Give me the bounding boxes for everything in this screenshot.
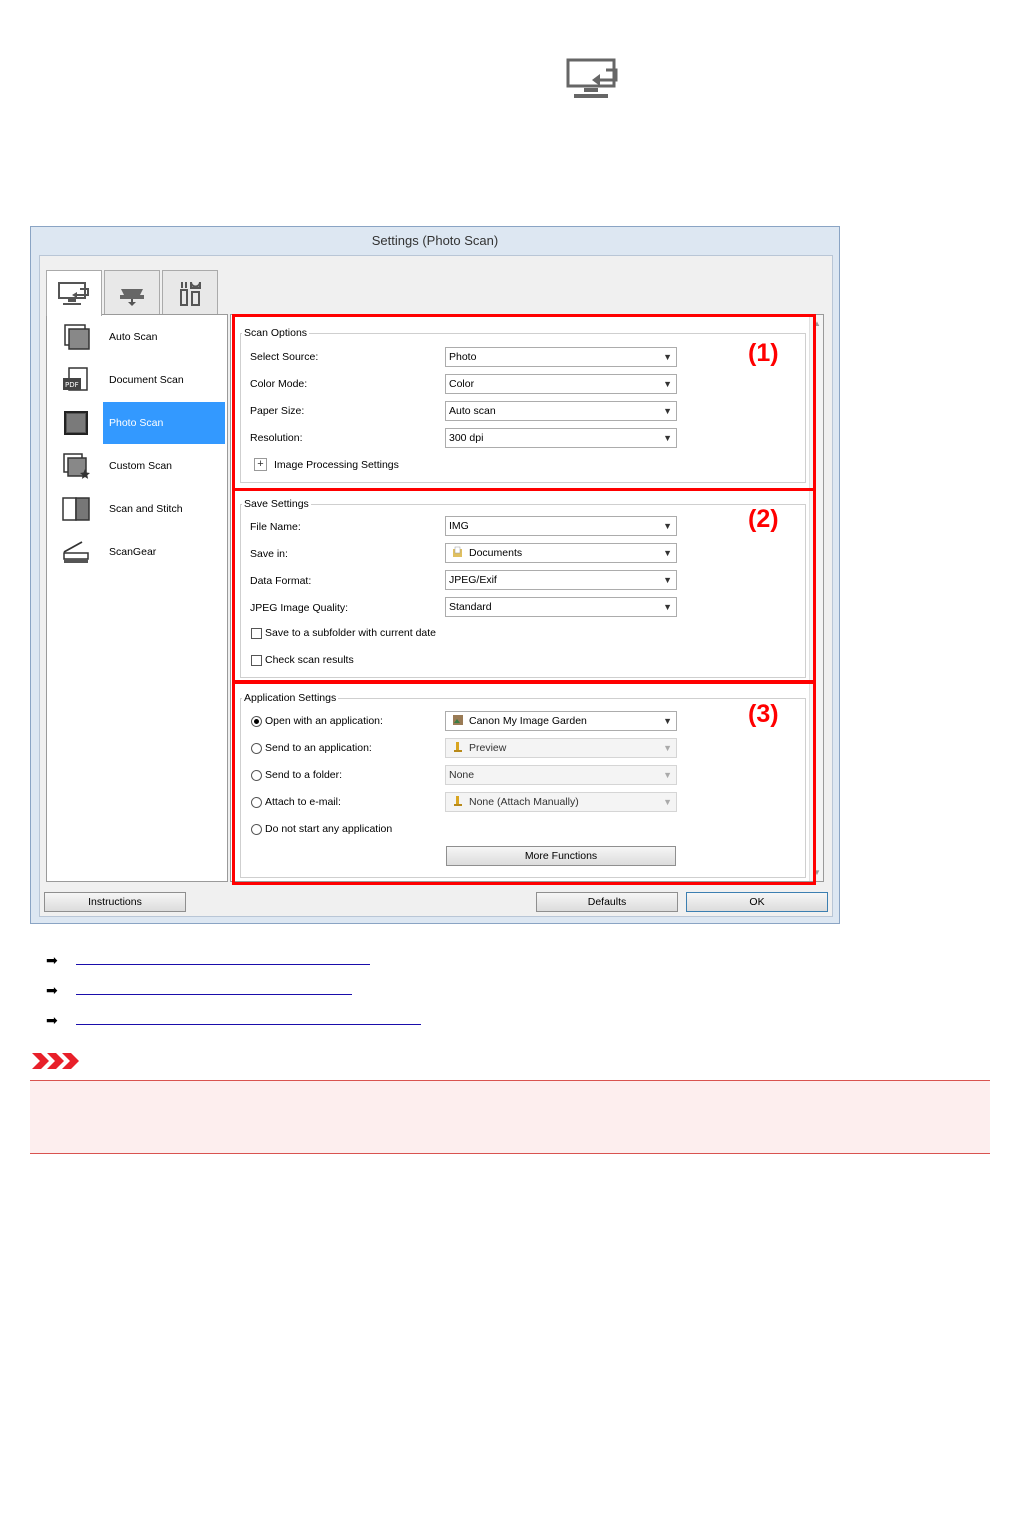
marker-2: (2)	[748, 505, 779, 533]
nav-item-scangear[interactable]	[47, 531, 227, 573]
link-save-settings[interactable]	[46, 980, 356, 1000]
data-format-value: JPEG/Exif	[449, 574, 497, 586]
svg-text:PDF: PDF	[65, 381, 79, 389]
file-name-label: File Name:	[250, 521, 301, 533]
save-in-value: Documents	[469, 547, 523, 559]
color-mode-dropdown[interactable]	[445, 374, 677, 394]
nav-item-photo-scan[interactable]	[47, 402, 227, 444]
ok-button[interactable]: OK	[686, 892, 828, 912]
save-settings-title: Save Settings	[244, 498, 309, 510]
open-with-radio[interactable]	[251, 716, 262, 727]
my-image-garden-icon	[452, 714, 464, 726]
color-mode-label: Color Mode:	[250, 378, 308, 390]
resolution-value: 300 dpi	[449, 432, 484, 444]
chevron-down-icon: ▼	[663, 406, 672, 416]
chevron-down-icon: ▼	[663, 743, 672, 753]
nav-item-label: Custom Scan	[109, 460, 173, 472]
check-results-checkbox[interactable]	[251, 655, 262, 666]
tab-scan-from-computer[interactable]	[46, 270, 102, 316]
save-settings-highlight	[232, 488, 816, 683]
check-results-label: Check scan results	[265, 654, 354, 666]
application-settings-title: Application Settings	[244, 692, 337, 704]
chevron-down-icon: ▼	[663, 602, 672, 612]
nav-item-label: Document Scan	[109, 374, 184, 386]
link-underline	[76, 1024, 421, 1025]
send-to-folder-value: None	[449, 769, 475, 781]
open-with-dropdown[interactable]	[445, 711, 677, 731]
arrow-right-icon: ➡	[46, 1012, 58, 1028]
arrow-right-icon: ➡	[46, 982, 58, 998]
scan-options-highlight	[232, 314, 816, 491]
nav-item-label: ScanGear	[109, 546, 157, 558]
paper-size-value: Auto scan	[449, 405, 496, 417]
jpeg-quality-value: Standard	[449, 601, 492, 613]
marker-1: (1)	[748, 339, 779, 367]
attach-email-dropdown[interactable]	[445, 792, 677, 812]
image-processing-label: Image Processing Settings	[274, 459, 399, 471]
nav-item-auto-scan[interactable]	[47, 316, 227, 358]
resolution-dropdown[interactable]	[445, 428, 677, 448]
nav-item-document-scan[interactable]	[47, 359, 227, 401]
scan-from-computer-icon	[566, 58, 620, 100]
link-underline	[76, 994, 352, 995]
email-app-icon	[452, 795, 464, 807]
chevron-down-icon: ▼	[663, 521, 672, 531]
subfolder-label: Save to a subfolder with current date	[265, 627, 437, 639]
nav-item-custom-scan[interactable]	[47, 445, 227, 487]
scan-and-stitch-icon	[61, 495, 91, 523]
tab-general-settings[interactable]	[162, 270, 218, 314]
data-format-label: Data Format:	[250, 575, 312, 587]
send-to-folder-radio[interactable]	[251, 770, 262, 781]
jpeg-quality-dropdown[interactable]	[445, 597, 677, 617]
nav-item-label: Photo Scan	[103, 402, 225, 444]
link-underline	[76, 964, 370, 965]
link-application-settings[interactable]	[46, 1010, 426, 1030]
chevron-down-icon: ▼	[663, 548, 672, 558]
paper-size-dropdown[interactable]	[445, 401, 677, 421]
chevron-down-icon: ▼	[663, 433, 672, 443]
chevron-down-icon: ▼	[663, 575, 672, 585]
dialog-body	[39, 255, 833, 917]
auto-scan-icon	[61, 323, 91, 351]
documents-folder-icon	[452, 546, 464, 558]
arrow-right-icon: ➡	[46, 952, 58, 968]
custom-scan-icon	[61, 452, 91, 480]
attach-email-value: None (Attach Manually)	[469, 796, 579, 808]
send-to-app-value: Preview	[469, 742, 507, 754]
chevron-down-icon: ▼	[663, 797, 672, 807]
image-processing-expand-button[interactable]: +	[254, 458, 267, 471]
link-scan-options[interactable]	[46, 950, 376, 970]
select-source-label: Select Source:	[250, 351, 319, 363]
settings-dialog	[30, 226, 840, 924]
send-to-folder-dropdown[interactable]	[445, 765, 677, 785]
do-not-start-label: Do not start any application	[265, 823, 393, 835]
data-format-dropdown[interactable]	[445, 570, 677, 590]
preview-app-icon	[452, 741, 464, 753]
nav-item-scan-and-stitch[interactable]	[47, 488, 227, 530]
scroll-down-arrow-icon[interactable]: ▼	[813, 868, 821, 877]
important-note-box	[30, 1080, 990, 1154]
photo-scan-icon	[61, 409, 91, 437]
instructions-button[interactable]: Instructions	[44, 892, 186, 912]
open-with-value: Canon My Image Garden	[469, 715, 587, 727]
chevron-down-icon: ▼	[663, 379, 672, 389]
more-functions-button[interactable]: More Functions	[446, 846, 676, 866]
paper-size-label: Paper Size:	[250, 405, 305, 417]
save-in-label: Save in:	[250, 548, 288, 560]
chevron-down-icon: ▼	[663, 352, 672, 362]
attach-email-label: Attach to e-mail:	[265, 796, 341, 808]
select-source-value: Photo	[449, 351, 477, 363]
chevron-down-icon: ▼	[663, 770, 672, 780]
scan-mode-list	[46, 314, 228, 882]
important-icon	[30, 1052, 80, 1070]
file-name-value: IMG	[449, 520, 469, 532]
chevron-down-icon: ▼	[663, 716, 672, 726]
scan-from-computer-icon	[57, 280, 91, 308]
jpeg-quality-label: JPEG Image Quality:	[250, 602, 349, 614]
document-scan-icon	[61, 366, 91, 394]
attach-email-radio[interactable]	[251, 797, 262, 808]
scan-options-title: Scan Options	[244, 327, 308, 339]
send-to-app-label: Send to an application:	[265, 742, 372, 754]
save-in-dropdown[interactable]	[445, 543, 677, 563]
settings-panel	[230, 314, 824, 882]
send-to-folder-label: Send to a folder:	[265, 769, 343, 781]
send-to-app-radio[interactable]	[251, 743, 262, 754]
nav-item-label: Auto Scan	[109, 331, 158, 343]
select-source-dropdown[interactable]	[445, 347, 677, 367]
application-settings-highlight	[232, 681, 816, 885]
defaults-button[interactable]: Defaults	[536, 892, 678, 912]
scan-from-operation-panel-icon	[117, 279, 147, 307]
subfolder-checkbox[interactable]	[251, 628, 262, 639]
color-mode-value: Color	[449, 378, 475, 390]
dialog-title: Settings (Photo Scan)	[371, 233, 499, 248]
file-name-dropdown[interactable]	[445, 516, 677, 536]
send-to-app-dropdown[interactable]	[445, 738, 677, 758]
scroll-up-arrow-icon[interactable]: ▲	[813, 319, 821, 328]
resolution-label: Resolution:	[250, 432, 303, 444]
general-settings-icon	[175, 278, 205, 308]
tab-scan-from-operation-panel[interactable]	[104, 270, 160, 314]
nav-item-label: Scan and Stitch	[109, 503, 183, 515]
scangear-icon	[61, 538, 91, 566]
marker-3: (3)	[748, 700, 779, 728]
do-not-start-radio[interactable]	[251, 824, 262, 835]
open-with-label: Open with an application:	[265, 715, 383, 727]
